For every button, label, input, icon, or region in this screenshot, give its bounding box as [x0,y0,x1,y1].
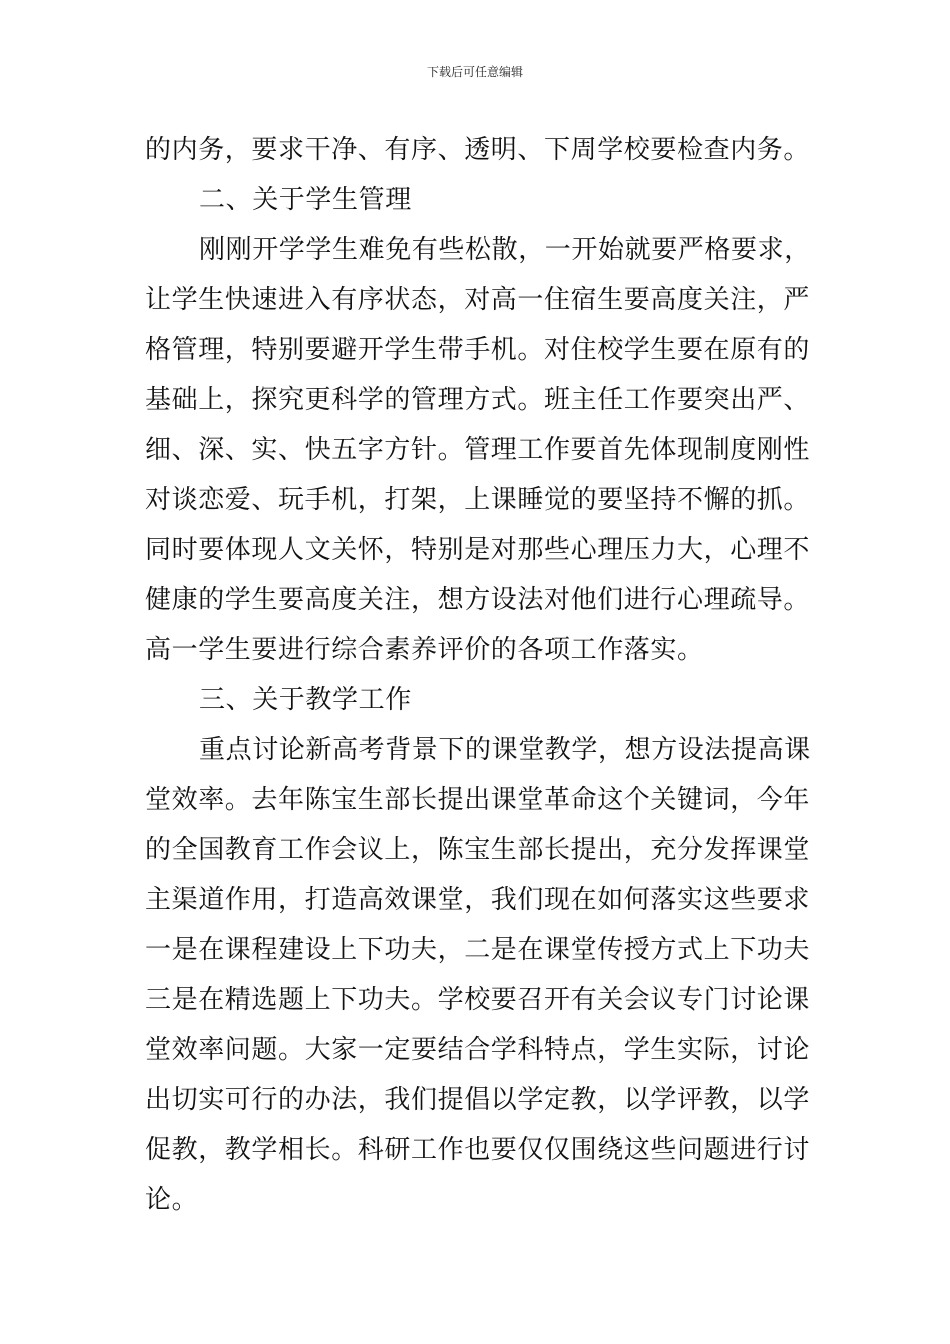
paragraph-start: 重点讨论新高考背景下的课堂教学，想方设法提高课 [199,735,811,765]
text-line: 出切实可行的办法，我们提倡以学定教，以学评教，以学 [145,1085,811,1115]
text-line: 对谈恋爱、玩手机，打架，上课睡觉的要坚持不懈的抓。 [145,485,811,515]
text-line: 一是在课程建设上下功夫，二是在课堂传授方式上下功夫 [145,935,811,965]
text-line: 健康的学生要高度关注，想方设法对他们进行心理疏导。 [145,585,811,615]
text-line: 的内务，要求干净、有序、透明、下周学校要检查内务。 [145,135,811,165]
text-line: 高一学生要进行综合素养评价的各项工作落实。 [145,635,704,665]
text-line: 让学生快速进入有序状态，对高一住宿生要高度关注，严 [145,285,811,315]
text-line: 主渠道作用，打造高效课堂，我们现在如何落实这些要求 [145,885,811,915]
text-line: 三是在精选题上下功夫。学校要召开有关会议专门讨论课 [145,985,811,1015]
section-heading: 三、关于教学工作 [199,685,412,715]
text-line: 基础上，探究更科学的管理方式。班主任工作要突出严、 [145,385,811,415]
text-line: 的全国教育工作会议上，陈宝生部长提出，充分发挥课堂 [145,835,811,865]
text-line: 堂效率问题。大家一定要结合学科特点，学生实际，讨论 [145,1035,811,1065]
text-line: 细、深、实、快五字方针。管理工作要首先体现制度刚性 [145,435,811,465]
paragraph-start: 刚刚开学学生难免有些松散，一开始就要严格要求， [199,235,811,265]
text-line: 促教，教学相长。科研工作也要仅仅围绕这些问题进行讨 [145,1135,811,1165]
text-line: 格管理，特别要避开学生带手机。对住校学生要在原有的 [145,335,811,365]
text-line: 堂效率。去年陈宝生部长提出课堂革命这个关键词，今年 [145,785,811,815]
section-heading: 二、关于学生管理 [199,185,412,215]
document-body [145,125,809,1225]
text-line: 论。 [145,1185,199,1215]
page-header: 下载后可任意编辑 [426,65,523,79]
text-line: 同时要体现人文关怀，特别是对那些心理压力大，心理不 [145,535,811,565]
